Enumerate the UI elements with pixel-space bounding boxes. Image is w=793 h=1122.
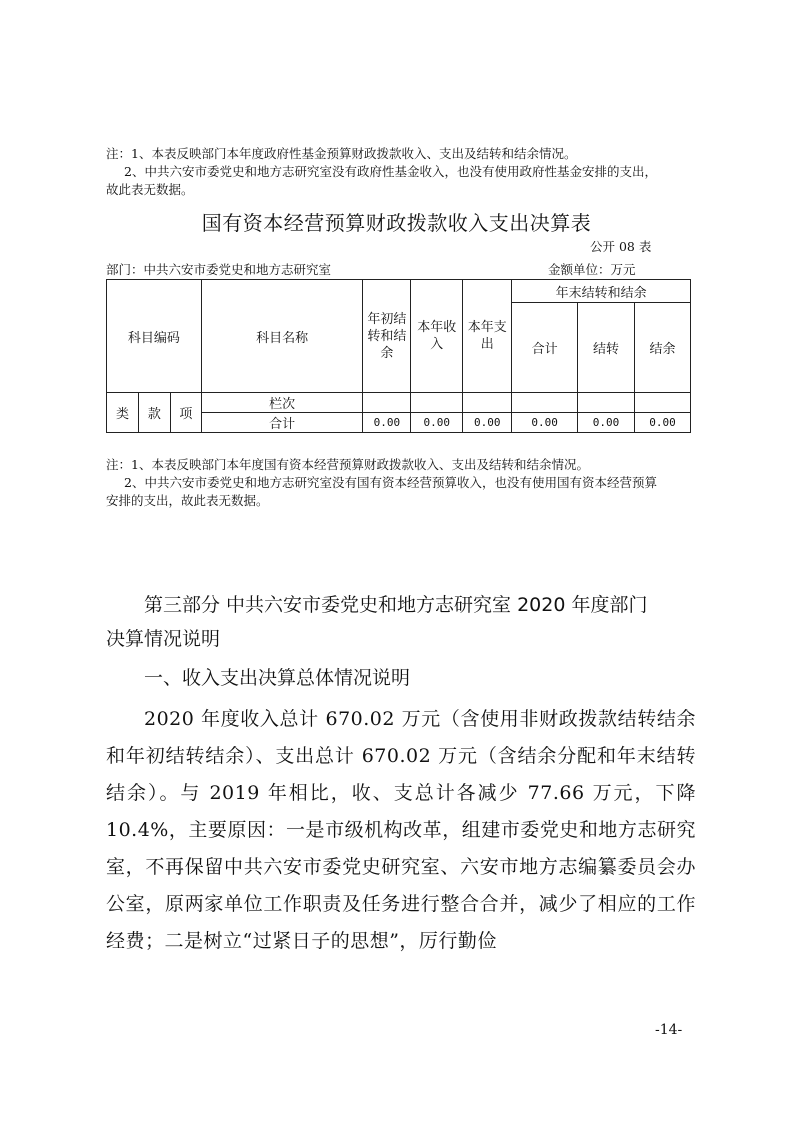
part-title-cont xyxy=(106,622,696,656)
header-end-balance: 年末结转和结余 xyxy=(512,280,691,303)
unit-label: 金额单位：万元 xyxy=(548,262,636,277)
header-expense: 本年支出 xyxy=(463,280,512,393)
note-line: 2、中共六安市委党史和地方志研究室没有国有资本经营预算收入，也没有使用国有资本经营预算 xyxy=(124,475,657,490)
header-begin-balance: 年初结转和结余 xyxy=(363,280,411,393)
header-income: 本年收入 xyxy=(411,280,463,393)
total-end: 0.00 xyxy=(512,413,578,433)
header-end-carry: 结转 xyxy=(578,303,635,393)
note-line: 安排的支出，故此表无数据。 xyxy=(106,493,269,508)
total-surplus: 0.00 xyxy=(635,413,691,433)
part-title-line2: 决算情况说明 xyxy=(106,628,221,650)
total-income: 0.00 xyxy=(411,413,463,433)
total-expense: 0.00 xyxy=(463,413,512,433)
body-paragraph: 2020 年度收入总计 670.02 万元（含使用非财政拨款结转结余和年初结转结余）、支出总计 670.02 万元（含结余分配和年末结转结余）。与 2019 年相比，收、支总计各减少 77.66 万元，下降 10.4%，主要原因：一是市级机构改革，组建市委党史和地方志研究室，不再保留中共六安市委党史研究室、六安市地方志编纂委员会办公室，原两家单位工作职责及任务进行整合合并，减少了相应的工作经费；二是树立“过紧日子的思想”，厉行勤俭 xyxy=(106,708,696,952)
row-column-label: 栏次 xyxy=(201,393,363,413)
finance-table xyxy=(106,279,691,433)
department-label: 部门：中共六安市委党史和地方志研究室 xyxy=(106,262,332,277)
part-title-line1: 第三部分 中共六安市委党史和地方志研究室 2020 年度部门 xyxy=(144,594,648,616)
note-line: 注：1、本表反映部门本年度国有资本经营预算财政拨款收入、支出及结转和结余情况。 xyxy=(106,457,589,472)
note-state-capital xyxy=(106,456,696,510)
total-begin: 0.00 xyxy=(363,413,411,433)
note-line: 注：1、本表反映部门本年度政府性基金预算财政拨款收入、支出及结转和结余情况。 xyxy=(106,146,577,161)
section-title: 一、收入支出决算总体情况说明 xyxy=(144,667,411,689)
note-government-fund xyxy=(106,145,696,199)
total-carry: 0.00 xyxy=(578,413,635,433)
note-line: 2、中共六安市委党史和地方志研究室没有政府性基金收入，也没有使用政府性基金安排的支出， xyxy=(124,164,657,179)
table-title: 国有资本经营预算财政拨款收入支出决算表 xyxy=(201,211,592,235)
sub-item: 款 xyxy=(138,393,170,433)
sub-entry: 项 xyxy=(170,393,201,433)
row-total-label: 合计 xyxy=(201,413,363,433)
header-subject-name: 科目名称 xyxy=(201,280,363,393)
part-title xyxy=(106,588,696,622)
header-end-surplus: 结余 xyxy=(635,303,691,393)
header-subject-code: 科目编码 xyxy=(107,280,202,393)
form-code: 公开 08 表 xyxy=(590,239,652,254)
page-number: -14- xyxy=(655,1022,683,1038)
note-line: 故此表无数据。 xyxy=(106,182,194,197)
sub-class: 类 xyxy=(107,393,139,433)
header-end-total: 合计 xyxy=(512,303,578,393)
